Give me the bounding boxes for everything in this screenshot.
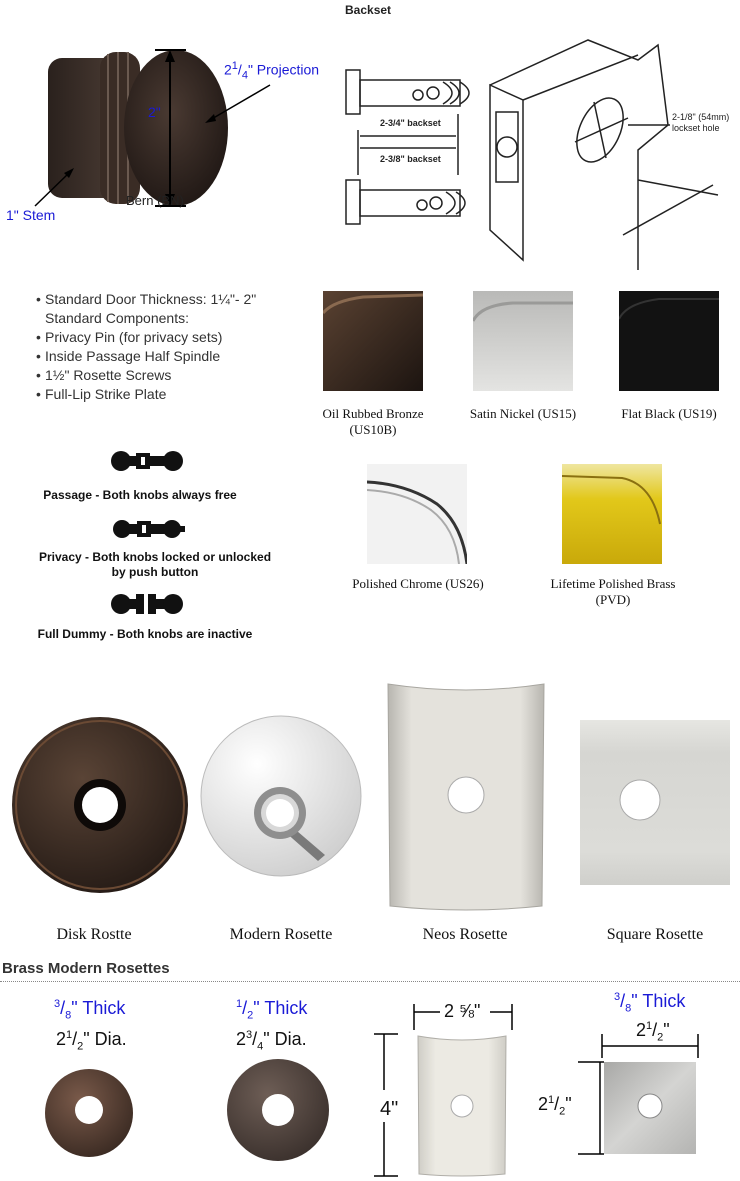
- modern-rosette-caption: Modern Rosette: [229, 926, 333, 943]
- finish-swatch-flat-black: [619, 291, 719, 391]
- dummy-description: Full Dummy - Both knobs are inactive: [37, 627, 253, 641]
- dummy-function-icon: [110, 588, 184, 620]
- backset-short-label: 2-3/8" backset: [380, 154, 441, 164]
- finish-caption-oil-rubbed-bronze: Oil Rubbed Bronze (US10B): [322, 406, 424, 437]
- projection-label: $2^1/_4$" Projection: [224, 60, 320, 82]
- square-brass-image: [604, 1062, 696, 1154]
- neos-rosette-image: [386, 678, 546, 914]
- lockset-hole-label: 2-1/8" (54mm) lockset hole: [672, 112, 730, 133]
- finish-caption-polished-brass: Lifetime Polished Brass (PVD): [550, 576, 676, 607]
- square-rosette-image: [580, 720, 730, 885]
- disk-rosette-image: [10, 715, 190, 895]
- privacy-description: Privacy - Both knobs locked or unlocked by push button: [38, 550, 272, 579]
- square-height-dimension: $2^1/_2$": [538, 1094, 572, 1118]
- rosette2-image: [226, 1058, 330, 1162]
- feature-item: • Inside Passage Half Spindle: [36, 348, 221, 364]
- rosette2-diameter: $2^3/_4$" Dia.: [236, 1029, 307, 1053]
- brass-section-title: Brass Modern Rosettes: [2, 960, 170, 977]
- rosette2-thickness: $^1/_2$" Thick: [236, 998, 308, 1022]
- backset-long-label: 2-3/4" backset: [380, 118, 441, 128]
- rosette1-diameter: $2^1/_2$" Dia.: [56, 1029, 127, 1053]
- finish-caption-satin-nickel: Satin Nickel (US15): [469, 406, 577, 421]
- square-thickness: $^3/_8$" Thick: [614, 991, 686, 1015]
- passage-function-icon: [110, 445, 184, 477]
- stem-label: 1" Stem: [6, 207, 56, 223]
- feature-item: • Standard Door Thickness: 1¼"- 2": [36, 291, 257, 307]
- section-divider: [0, 981, 740, 982]
- feature-item: • Full-Lip Strike Plate: [36, 386, 167, 402]
- modern-rosette-image: [200, 715, 362, 877]
- square-rosette-caption: Square Rosette: [606, 926, 704, 943]
- feature-item: • Privacy Pin (for privacy sets): [36, 329, 223, 345]
- neos-width-dimension: 2 ⅝": [444, 1001, 481, 1021]
- rosette1-image: [44, 1068, 134, 1158]
- privacy-function-icon: [112, 514, 186, 544]
- rosette1-thickness: $^3/_8$" Thick: [54, 998, 126, 1022]
- feature-item: Standard Components:: [45, 310, 189, 326]
- finish-swatch-polished-chrome: [367, 464, 467, 564]
- page-title: Backset: [345, 3, 392, 17]
- backset-diagram: [338, 30, 740, 270]
- square-width-dimension: $2^1/_2$": [636, 1020, 670, 1044]
- disk-rosette-caption: Disk Rostte: [56, 926, 132, 943]
- knob-name: Bern (BN): [126, 193, 184, 208]
- neos-rosette-caption: Neos Rosette: [422, 926, 508, 943]
- neos-brass-image: [416, 1032, 508, 1178]
- finish-caption-polished-chrome: Polished Chrome (US26): [352, 576, 484, 591]
- diameter-label: 2": [148, 104, 161, 120]
- finish-swatch-satin-nickel: [473, 291, 573, 391]
- passage-description: Passage - Both knobs always free: [43, 488, 237, 502]
- finish-caption-flat-black: Flat Black (US19): [621, 406, 717, 421]
- finish-swatch-oil-rubbed-bronze: [323, 291, 423, 391]
- neos-height-dimension: 4": [380, 1098, 399, 1120]
- finish-swatch-polished-brass: [562, 464, 662, 564]
- feature-item: • 1½" Rosette Screws: [36, 367, 172, 383]
- features-list: [36, 290, 256, 404]
